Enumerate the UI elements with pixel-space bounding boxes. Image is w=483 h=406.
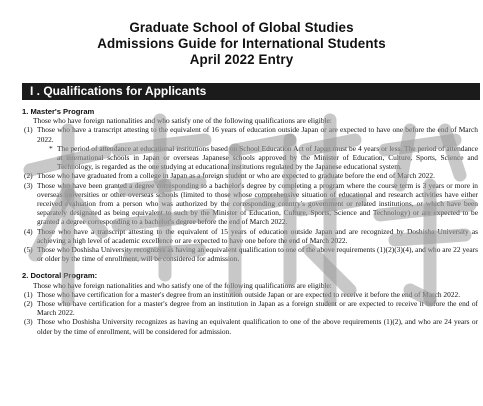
item-number: (1) — [24, 289, 33, 299]
item-text: Those who have a transcript attesting to the equivalent of 16 years of education outside Japan or are expected to have one before the end of March 2022. — [37, 125, 478, 144]
doctoral-item-2 — [22, 299, 478, 317]
item-number: (2) — [24, 171, 33, 181]
item-text: Those who have a transcript attesting to the equivalent of 15 years of education outside Japan and are recognized by Doshisha University as achieving a high level of academic excellence or are expected to have one before the end of March 2022. — [37, 226, 478, 245]
masters-item-5 — [22, 245, 478, 263]
masters-heading: 1. Master's Program — [22, 107, 95, 116]
masters-item-2 — [22, 171, 478, 180]
doctoral-item-1 — [22, 290, 478, 299]
doctoral-heading: 2. Doctoral Program: — [22, 271, 98, 281]
item-number: (3) — [24, 180, 33, 190]
note-mark: * — [49, 143, 53, 153]
item-number: (2) — [24, 299, 33, 309]
item-number: (3) — [24, 317, 33, 327]
item-text: Those who have been granted a degree corresponding to a bachelor's degree by completing a program where the course term is 3 years or more in overseas universities or other overseas schools (limited to those whose comprehensive situation of educational and research activities have either received evaluation from a person who was authorized by the corresponding country's government or related institutions, or which have been separately designated as being equivalent to such by the Minister of Education, Culture, Sports, Science and Technology) or are expected to be granted a degree corresponding to a bachelor's degree before the end of March 2022. — [37, 180, 478, 227]
item-text: Those who have graduated from a college in Japan as a foreign student or who are expected to graduate before the end of March 2022. — [37, 171, 435, 181]
title-line-guide: Admissions Guide for International Students — [97, 36, 386, 51]
title-line-entry: April 2022 Entry — [189, 52, 294, 67]
item-number: (5) — [24, 245, 33, 255]
item-number: (4) — [24, 226, 33, 236]
masters-item-4 — [22, 227, 478, 245]
item-text: Those who have certification for a master's degree from an institution in Japan as a foreign student or are expected to receive it before the end of March 2022. — [37, 299, 478, 318]
masters-intro: Those who have foreign nationalities and who satisfy one of the following qualifications are eligible: — [33, 116, 332, 126]
document-body — [22, 107, 478, 336]
document-title — [0, 20, 483, 68]
item-number: (1) — [24, 125, 33, 135]
masters-item-1 — [22, 125, 478, 143]
section-spacer — [22, 263, 478, 271]
section-heading-bar: I . Qualifications for Applicants — [22, 83, 480, 100]
doctoral-item-3 — [22, 317, 478, 335]
item-text: Those who Doshisha University recognizes as having an equivalent qualification to one of the above requirements (1)(2)(3)(4), and who are 22 years or older by the time of enrollment, will be considered for admission. — [37, 245, 478, 264]
note-text: The period of attendance at educational institutions based on School Education Act of Japan must be 4 years or less. The period of attendance at international schools in Japan or overseas Japanese schools approved by the Minister of Education, Culture, Sports, Science and Technology, is regarded as the one studying at educational institutions regulated by the Japanese educational system. — [57, 143, 478, 172]
doctoral-intro: Those who have foreign nationalities and who satisfy one of the following qualifications are eligible: — [33, 280, 332, 290]
item-text: Those who Doshisha University recognizes as having an equivalent qualification to one of the above requirements (1)(2), and who are 24 years or older by the time of enrollment, will be considered for admission. — [37, 317, 478, 336]
item-text: Those who have certification for a master's degree from an institution outside Japan or are expected to receive it before the end of March 2022. — [37, 289, 461, 299]
masters-note — [22, 144, 478, 172]
masters-item-3 — [22, 181, 478, 227]
title-line-school: Graduate School of Global Studies — [129, 20, 354, 35]
